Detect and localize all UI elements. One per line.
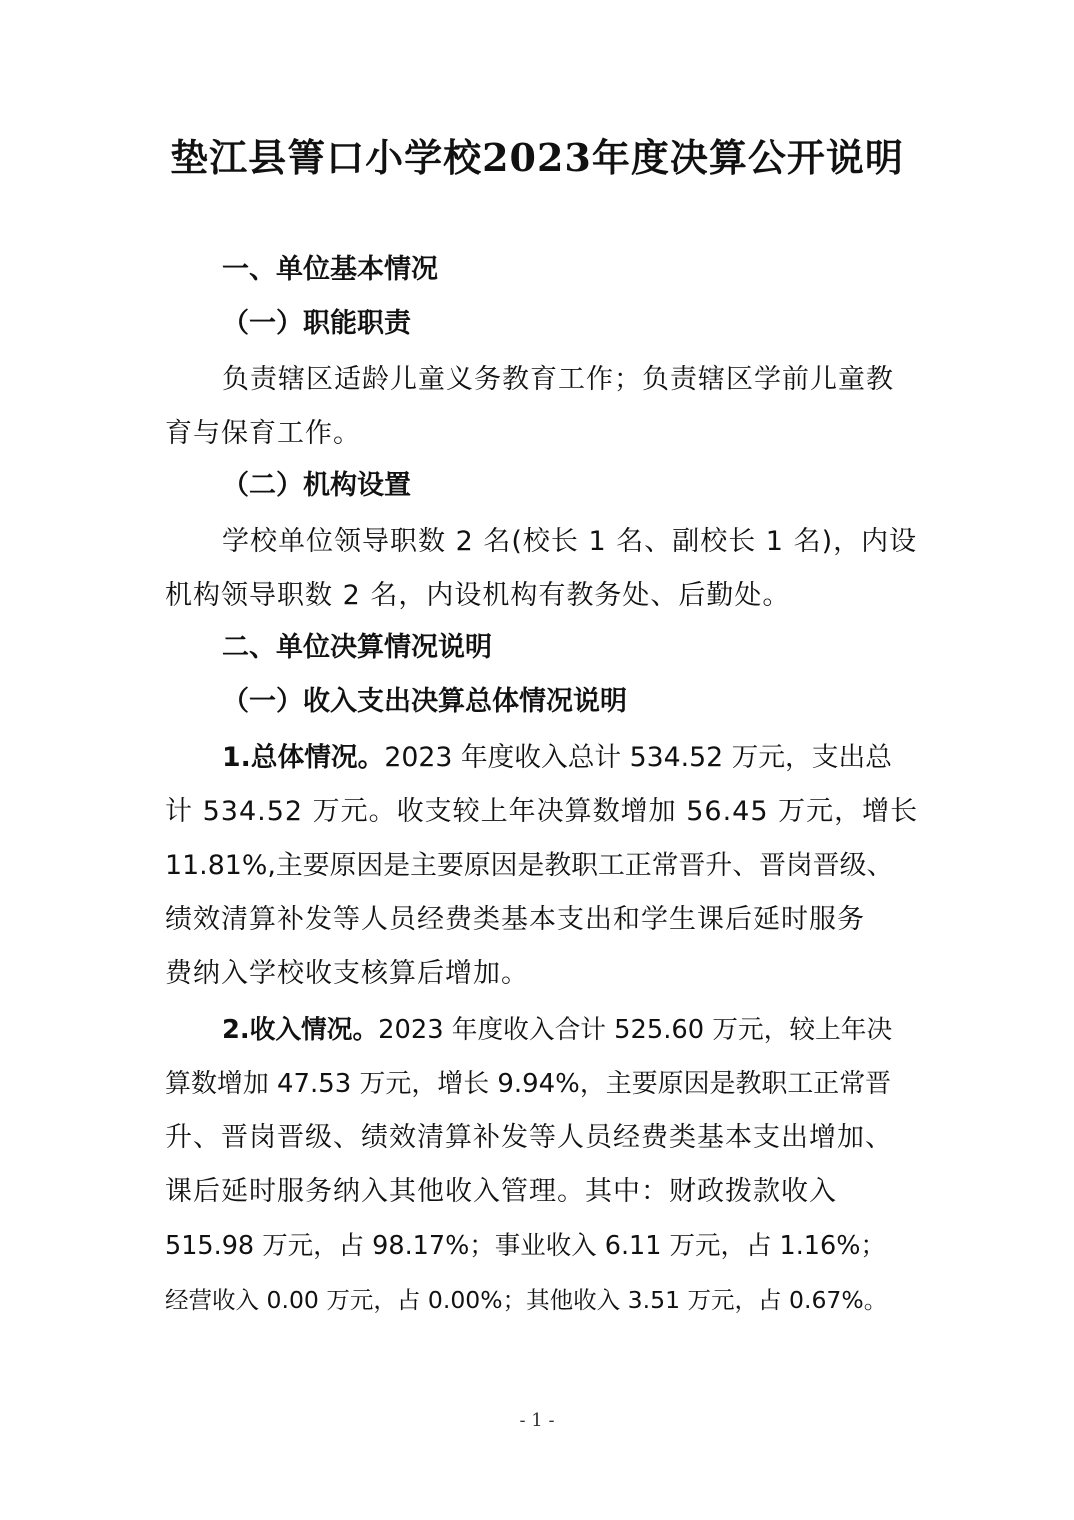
paragraph-lead: 1.总体情况。 xyxy=(222,742,385,773)
section-heading-2: 二、单位决算情况说明 xyxy=(222,632,492,663)
paragraph-line xyxy=(222,740,892,776)
subsection-heading-structure: （二）机构设置 xyxy=(222,470,411,501)
section-heading-1: 一、单位基本情况 xyxy=(222,254,438,285)
document-title: 垫江县箐口小学校2023年度决算公开说明 xyxy=(170,135,904,180)
paragraph-line: 绩效清算补发等人员经费类基本支出和学生课后延时服务 xyxy=(165,904,865,935)
paragraph-line: 育与保育工作。 xyxy=(165,418,361,449)
paragraph-text: 2023 年度收入总计 534.52 万元，支出总 xyxy=(384,742,892,773)
paragraph-line: 515.98 万元，占 98.17%；事业收入 6.11 万元，占 1.16%； xyxy=(165,1231,886,1261)
paragraph-line: 经营收入 0.00 万元，占 0.00%；其他收入 3.51 万元，占 0.67%。 xyxy=(165,1286,888,1314)
paragraph-line: 费纳入学校收支核算后增加。 xyxy=(165,958,529,989)
paragraph-line: 课后延时服务纳入其他收入管理。其中：财政拨款收入 xyxy=(165,1176,837,1207)
paragraph-line: 学校单位领导职数 2 名(校长 1 名、副校长 1 名)，内设 xyxy=(222,526,918,557)
paragraph-line: 计 534.52 万元。收支较上年决算数增加 56.45 万元，增长 xyxy=(165,796,919,827)
paragraph-line xyxy=(222,1012,892,1048)
paragraph-line: 机构领导职数 2 名，内设机构有教务处、后勤处。 xyxy=(165,580,791,611)
paragraph-line: 11.81%,主要原因是主要原因是教职工正常晋升、晋岗晋级、 xyxy=(165,850,894,881)
paragraph-line: 算数增加 47.53 万元，增长 9.94%，主要原因是教职工正常晋 xyxy=(165,1069,892,1099)
paragraph-lead: 2.收入情况。 xyxy=(222,1015,379,1045)
paragraph-line: 升、晋岗晋级、绩效清算补发等人员经费类基本支出增加、 xyxy=(165,1122,893,1153)
subsection-heading-duties: （一）职能职责 xyxy=(222,308,411,339)
paragraph-text: 2023 年度收入合计 525.60 万元，较上年决 xyxy=(378,1015,893,1045)
paragraph-line: 负责辖区适龄儿童义务教育工作；负责辖区学前儿童教 xyxy=(222,364,894,395)
subsection-heading-overview: （一）收入支出决算总体情况说明 xyxy=(222,686,627,717)
page-number: - 1 - xyxy=(519,1410,555,1431)
